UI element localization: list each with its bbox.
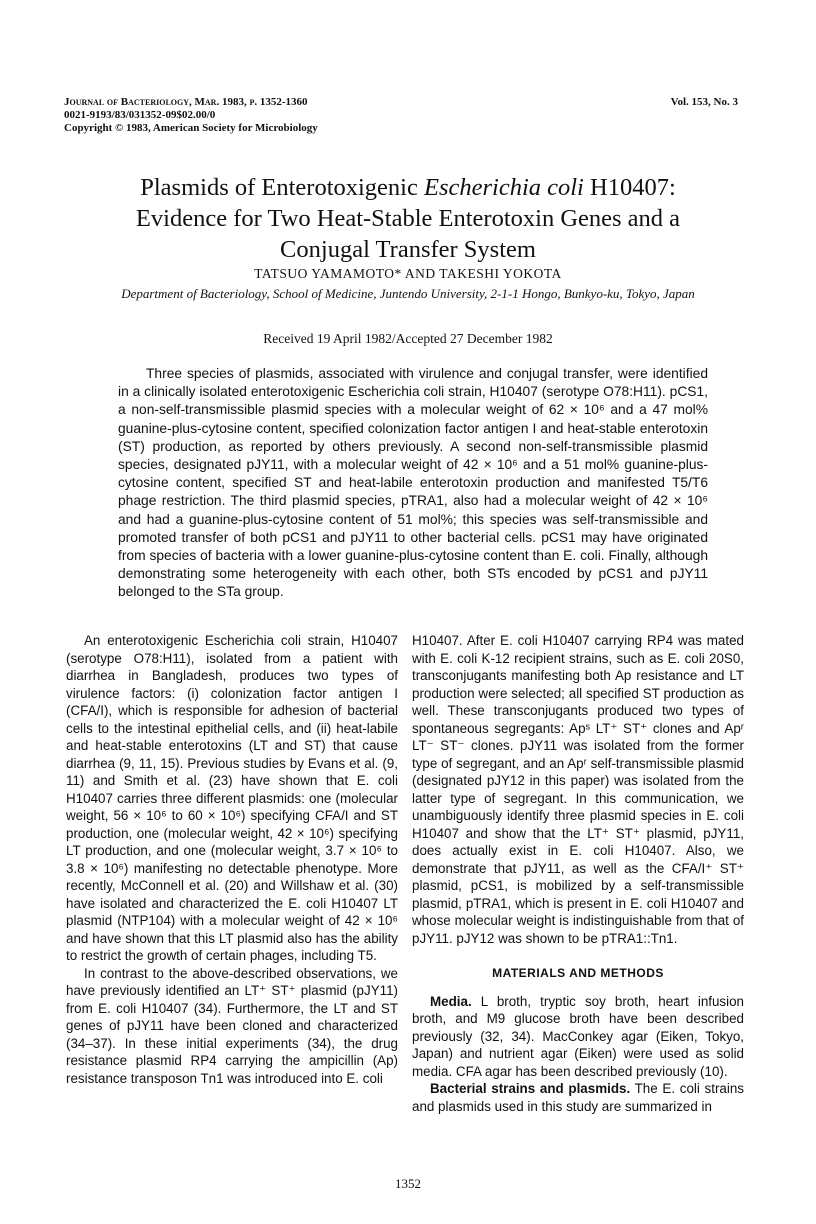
article-code: 0021-9193/83/031352-09$02.00/0 <box>64 109 216 121</box>
received-dates: Received 19 April 1982/Accepted 27 December 1982 <box>263 331 553 346</box>
journal-citation: Journal of Bacteriology, Mar. 1983, p. 1352-1360 <box>64 96 308 108</box>
intro-paragraph-2: In contrast to the above-described observations, we have previously identified an LT⁺ ST⁺ plasmid (pJY11) from E. coli H10407 (34). Furthermore, the LT and ST genes of pJY11 have been cloned and characterized (34–37). In these initial experiments (34), the drug resistance plasmid RP4 carrying the ampicillin (Ap) resistance transposon Tn1 was introduced into E. coli <box>66 965 398 1086</box>
strains-run-in-head: Bacterial strains and plasmids. <box>430 1081 631 1096</box>
left-column <box>66 632 398 1087</box>
media-text: L broth, tryptic soy broth, heart infusion broth, and M9 glucose broth have been described previously (32, 34). MacConkey agar (Eiken, Tokyo, Japan) and nutrient agar (Eiken) were used as solid media. CFA agar has been described previously (10). <box>412 993 744 1079</box>
intro-paragraph-1: An enterotoxigenic Escherichia coli strain, H10407 (serotype O78:H11), isolated from a patient with diarrhea in Bangladesh, produces two types of virulence factors: (i) colonization factor antigen I (CFA/I), which is responsible for adhesion of bacterial cells to the intestinal epithelial cells, and (ii) heat-labile and heat-stable enterotoxins (LT and ST) that cause diarrhea (9, 11, 15). Previous studies by Evans et al. (9, 11) and Smith et al. (23) have shown that E. coli H10407 carries three different plasmids: one (molecular weight, 56 × 10⁶ to 60 × 10⁶) specifying CFA/I and ST production, one (molecular weight, 42 × 10⁶) specifying LT production, and one (molecular weight, 3.7 × 10⁶ to 3.8 × 10⁶) manifesting no detectable phenotype. More recently, McConnell et al. (20) and Willshaw et al. (30) have isolated and characterized the E. coli H10407 LT plasmid (NTP104) with a molecular weight of 42 × 10⁶ and have shown that this LT plasmid also has the ability to restrict the growth of certain phages, including T5. <box>66 633 398 963</box>
media-run-in-head: Media. <box>430 993 472 1009</box>
section-heading-methods: MATERIALS AND METHODS <box>492 966 664 980</box>
article-title: Plasmids of Enterotoxigenic Escherichia coli H10407: Evidence for Two Heat-Stable Enterotoxin Genes and a Conjugal Transfer System <box>135 174 681 263</box>
volume-issue: Vol. 153, No. 3 <box>670 96 738 108</box>
abstract: Three species of plasmids, associated with virulence and conjugal transfer, were identified in a clinically isolated enterotoxigenic Escherichia coli strain, H10407 (serotype O78:H11). pCS1, a non-self-transmissible plasmid species with a molecular weight of 62 × 10⁶ and a 47 mol% guanine-plus-cytosine content, specified colonization factor antigen I and heat-stable enterotoxin (ST) production, as reported by others previously. A second non-self-transmissible plasmid species, designated pJY11, with a molecular weight of 42 × 10⁶ and a 51 mol% guanine-plus-cytosine content, specified ST and heat-labile enterotoxin production and manifested T5/T6 phage restriction. The third plasmid species, pTRA1, also had a molecular weight of 42 × 10⁶ and had a guanine-plus-cytosine content of 51 mol%; this species was self-transmissible and promoted transfer of both pCS1 and pJY11 to other bacterial cells. pCS1 may have originated from species of bacteria with a lower guanine-plus-cytosine content than E. coli. Finally, although demonstrating some heterogeneity with each other, both STs encoded by pCS1 and pJY11 belonged to the STa group. <box>118 366 708 600</box>
strains-text: The E. coli strains and plasmids used in this study are summarized in <box>412 1081 744 1114</box>
strains-paragraph <box>412 1080 744 1115</box>
authors: TATSUO YAMAMOTO* AND TAKESHI YOKOTA <box>254 266 562 281</box>
copyright-line: Copyright © 1983, American Society for Microbiology <box>64 122 318 134</box>
right-column <box>412 632 744 1115</box>
intro-paragraph-3: H10407. After E. coli H10407 carrying RP4 was mated with E. coli K-12 recipient strains, such as E. coli 20S0, transconjugants manifesting both Ap resistance and LT production were selected; all specified ST production as well. These transconjugants produced two types of spontaneous segregants: Apˢ LT⁺ ST⁺ clones and Apʳ LT⁻ ST⁻ clones. pJY11 was isolated from the former type of segregant, and an Apʳ self-transmissible plasmid (designated pJY12 in this paper) was isolated from the latter type of segregant. In this communication, we unambiguously identify three plasmid species in E. coli H10407 and show that the LT⁺ ST⁺ plasmid, pJY11, does actually exist in E. coli H10407. Also, we demonstrate that pJY11, as well as the CFA/I⁺ ST⁺ plasmid, pCS1, is mobilized by a self-transmissible plasmid, pTRA1, which is present in E. coli H10407 and whose molecular weight is indistinguishable from that of pJY11. pJY12 was shown to be pTRA1::Tn1. <box>412 633 744 946</box>
media-paragraph <box>412 993 744 1081</box>
page-number: 1352 <box>395 1176 421 1191</box>
affiliation: Department of Bacteriology, School of Medicine, Juntendo University, 2-1-1 Hongo, Bunkyo-ku, Tokyo, Japan <box>121 286 695 301</box>
running-header <box>64 96 318 135</box>
